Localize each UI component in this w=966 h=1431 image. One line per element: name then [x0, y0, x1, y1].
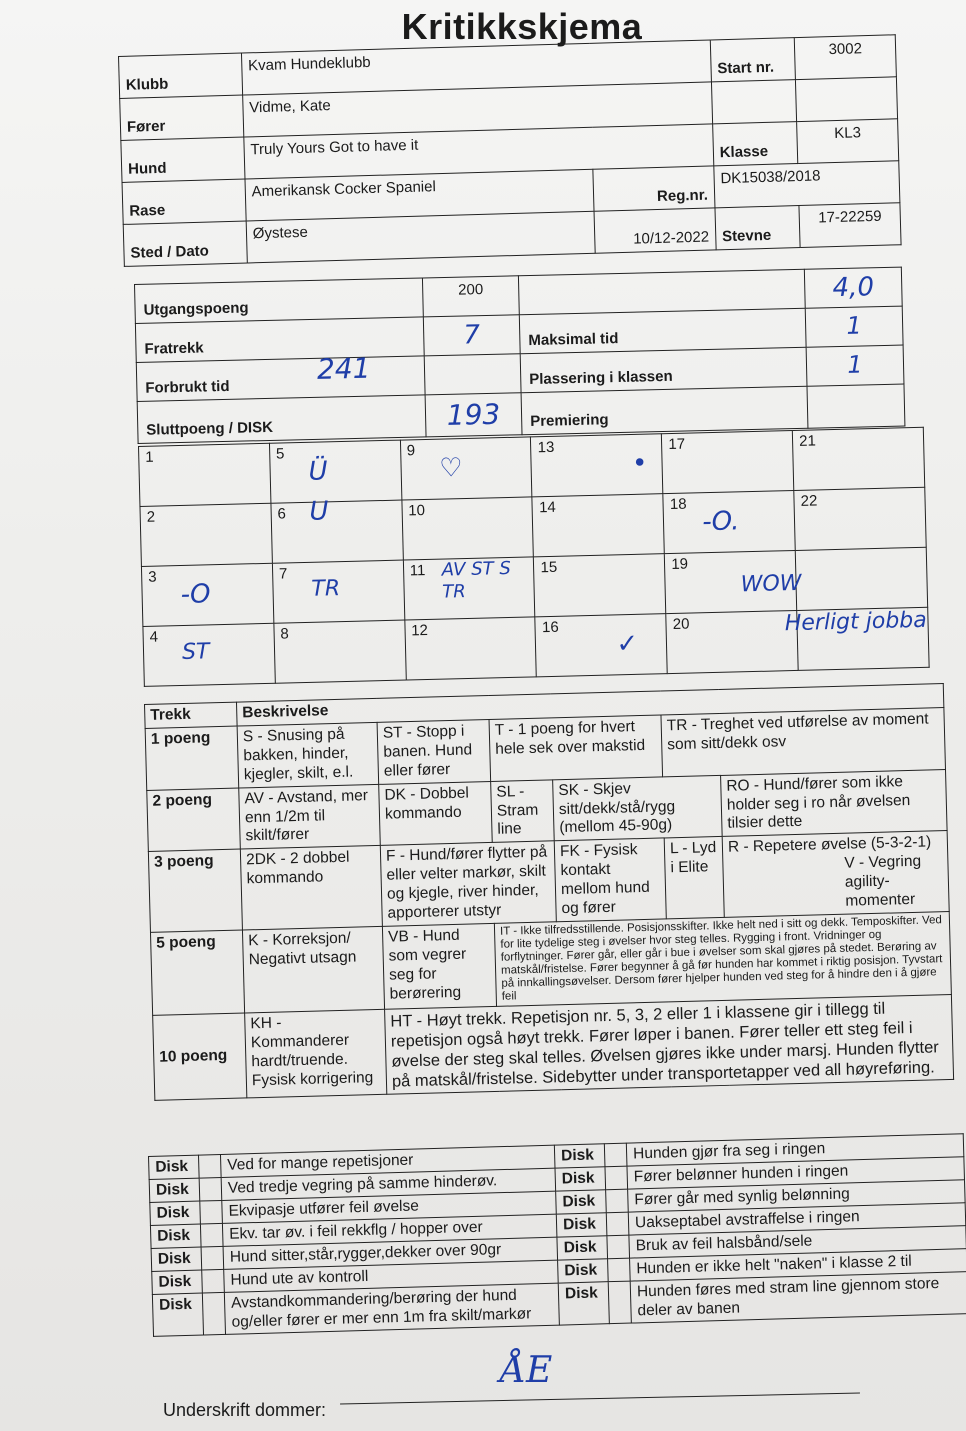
disk-item: Ved tredje vegring på samme hinderøv. [221, 1168, 556, 1200]
disk-label: Disk [151, 1247, 202, 1271]
klubb-label: Klubb [119, 53, 243, 98]
grid-cell: 4 ST [143, 623, 275, 686]
disk-label: Disk [150, 1201, 201, 1225]
hund-value: Truly Yours Got to have it [244, 124, 714, 179]
judge-signature: ÅE [500, 1350, 553, 1391]
fratrekk-label: Fratrekk [135, 317, 424, 363]
forbrukt-tid-label-text: Forbrukt tid [145, 377, 230, 397]
sted-dato-label: Sted / Dato [123, 221, 247, 266]
legend-dk: DK - Dobbel kommando [379, 781, 493, 846]
legend-l: L - Lyd i Elite [664, 837, 724, 919]
disk-item: Fører går med synlig belønning [628, 1180, 966, 1212]
disk-label: Disk [554, 1144, 605, 1168]
legend-it: IT - Ikke tilfredsstillende. Posisjonsskifter. Ikke helt ned i sitt og dekk. Temposkifter. Ved for lite tydelige steg i øvelser hvor steg telles. Rygging i front. Vridninger og forflytninger. Fører går, eller går i bue i øvelser som skal gjøres på stedet. Berøring av matskål/fristelse. Fører begynner å gå før hunden har kommet i riktig posisjon. Tyvstart på innkallingsøvelser. Dersom fører hjelper hunden ved steg for å hindre den i å gjøre feil [494, 911, 951, 1006]
sted-value: Øystese [246, 211, 595, 263]
premiering-value: 1 [806, 345, 904, 386]
startnr-value: 3002 [795, 35, 897, 80]
grid-cell: 16 ✓ [535, 614, 667, 677]
grid-cell: 18 -O. [663, 490, 795, 553]
signature-label: Underskrift dommer: [163, 1400, 327, 1420]
disk-label: Disk [557, 1236, 608, 1260]
disk-item: Avstandkommandering/berøring der hund og/eller fører er mer enn 1m fra skilt/markør [224, 1283, 559, 1334]
stevne-label: Stevne [715, 206, 801, 250]
grid-cell: 2 [140, 503, 272, 566]
premiering-label: Premiering [521, 386, 808, 434]
fratrekk-value: 7 [423, 315, 520, 356]
grid-cell: 5 Ü [269, 440, 401, 503]
forbrukt-tid-value: 241 [316, 351, 371, 386]
dato-value: 10/12-2022 [594, 208, 716, 253]
plassering-label: Plassering i klassen [520, 347, 807, 392]
grid-cell: 10 [402, 497, 534, 560]
legend-k: K - Korreksjon/ Negativt utsagn [242, 926, 384, 1013]
disk-label: Disk [558, 1259, 609, 1283]
disk-item: Fører belønner hunden i ringen [627, 1157, 965, 1189]
grid-cell: 8 [274, 620, 406, 683]
form-title: Kritikkskjema [401, 6, 643, 47]
disk-item: Hunden gjør fra seg i ringen [626, 1134, 964, 1166]
legend-tr: TR - Treghet ved utførelse av moment som sitt/dekk osv [661, 707, 946, 776]
grid-cell: 3 -O [141, 563, 273, 626]
legend-vb: VB - Hund som vegrer seg for berørering [382, 923, 496, 1009]
disk-item: Hund sitter,står,rygger,dekker over 90gr [223, 1237, 558, 1269]
legend-fk: FK - Fysisk kontakt mellom hund og fører [554, 838, 666, 921]
disk-item: Ekv. tar øv. i feil rekkflg / hopper over [222, 1214, 557, 1246]
rase-label: Rase [122, 179, 246, 224]
legend-10-poeng: 10 poeng [153, 1013, 247, 1101]
utgangspoeng-label: Utgangspoeng [135, 278, 424, 324]
legend-header-trekk: Trekk [145, 702, 238, 728]
disk-item: Ved for mange repetisjoner [220, 1145, 555, 1177]
regnr-label: Reg.nr. [593, 166, 715, 211]
grid-cell: 9 ♡ [400, 437, 532, 500]
disk-label: Disk [555, 1167, 606, 1191]
maks-tid-label: Maksimal tid [519, 308, 806, 353]
legend-t: T - 1 poeng for hvert hele sek over makstid [489, 715, 663, 781]
legend-3-poeng: 3 poeng [148, 849, 242, 932]
disk-label: Disk [556, 1190, 607, 1214]
disk-table [148, 1133, 966, 1337]
grid-cell: 20 Herligt jobba [666, 610, 798, 673]
legend-ht: HT - Høyt trekk. Repetisjon nr. 5, 3, 2 eller 1 i klassene gir i tillegg til repetisjon også høyt trekk. Fører løper i banen. Fører teller ett steg feil i øvelse der steg skal telles. Øvelsen gjøres ikke under marsj. Hunden flytter på matskål/fristelse. Sidebytter under transportetapper ved all høyreføring. [385, 994, 954, 1094]
klasse-label: Klasse [712, 122, 798, 166]
disk-label: Disk [556, 1213, 607, 1237]
disk-item: Bruk av feil halsbånd/sele [629, 1226, 966, 1258]
startnr-label: Start nr. [710, 38, 796, 82]
legend-table [144, 683, 954, 1101]
disk-item: Hunden er ikke helt "naken" i klasse 2 til [630, 1249, 966, 1281]
disk-label: Disk [150, 1224, 201, 1248]
maks-tid-value: 4,0 [804, 267, 902, 308]
legend-sk: SK - Skjev sitt/dekk/stå/rygg (mellom 45-90g) [553, 775, 723, 841]
header-table [118, 34, 902, 267]
grid-cell: 15 [534, 554, 666, 617]
disk-label: Disk [152, 1270, 203, 1294]
disk-item: Hunden føres med stram line gjennom store deler av banen [630, 1272, 966, 1324]
grid-cell: WOW [795, 547, 927, 610]
klubb-value: Kvam Hundeklubb [241, 40, 711, 95]
forbrukt-tid-label [136, 351, 425, 402]
plassering-value: 1 [805, 306, 903, 347]
legend-f: F - Hund/fører flytter på eller velter markør, skilt og kjegle, river hinder, apporterer utstyr [380, 841, 556, 926]
grid-cell: 12 [404, 617, 536, 680]
legend-2dk: 2DK - 2 dobbel kommando [240, 846, 382, 930]
legend-r: R - Repetere øvelse (5-3-2-1) [727, 833, 932, 857]
disk-label: Disk [149, 1178, 200, 1202]
legend-av: AV - Avstand, mer enn 1/2m til skilt/fører [239, 784, 381, 849]
legend-sl: SL - Stram line [491, 779, 555, 842]
legend-st: ST - Stopp i banen. Hund eller fører [377, 719, 491, 784]
legend-header-beskrivelse: Beskrivelse [236, 684, 943, 726]
disk-label: Disk [149, 1155, 200, 1179]
legend-v: V - Vegring agility-momenter [844, 852, 922, 910]
grid-cell: 19 [665, 550, 797, 613]
stevne-value: 17-22259 [799, 203, 901, 248]
legend-5-poeng: 5 poeng [150, 930, 244, 1015]
legend-kh: KH - Kommanderer hardt/truende. Fysisk korrigering [245, 1009, 387, 1098]
regnr-value: DK15038/2018 [714, 161, 900, 208]
grid-cell: 7 TR [272, 560, 404, 623]
forer-value: Vidme, Kate [242, 82, 712, 137]
signature-line [340, 1393, 860, 1405]
sluttpoeng-value: 193 [425, 393, 522, 437]
klasse-value: KL3 [797, 119, 899, 164]
utgangspoeng-value: 200 [422, 276, 519, 317]
legend-r-v [722, 831, 949, 917]
grid-cell: 14 [532, 494, 664, 557]
legend-1-poeng: 1 poeng [145, 726, 239, 790]
exercise-grid [138, 427, 930, 687]
disk-item: Uakseptabel avstraffelse i ringen [628, 1203, 966, 1235]
grid-cell: 21 [792, 427, 924, 490]
grid-cell: 6 U [271, 500, 403, 563]
disk-item: Ekvipasje utfører feil øvelse [222, 1191, 557, 1223]
disk-item: Hund ute av kontroll [224, 1260, 559, 1292]
points-table [134, 267, 905, 444]
forer-label: Fører [120, 95, 244, 140]
legend-s: S - Snusing på bakken, hinder, kjegler, skilt, e.l. [237, 722, 379, 787]
legend-ro: RO - Hund/fører som ikke holder seg i ro når øvelsen tilsier dette [721, 769, 948, 837]
grid-cell: 11 AV ST S TR [403, 557, 535, 620]
grid-cell [797, 607, 929, 670]
rase-value: Amerikansk Cocker Spaniel [245, 169, 594, 221]
grid-cell: 17 [662, 431, 794, 494]
legend-2-poeng: 2 poeng [147, 788, 241, 852]
disk-label: Disk [558, 1282, 609, 1326]
grid-cell: 13 • [531, 434, 663, 497]
disk-label: Disk [152, 1293, 203, 1337]
grid-cell: 22 [794, 487, 926, 550]
hund-label: Hund [121, 137, 245, 182]
sluttpoeng-label: Sluttpoeng / DISK [137, 395, 426, 444]
grid-cell: 1 [139, 443, 271, 506]
